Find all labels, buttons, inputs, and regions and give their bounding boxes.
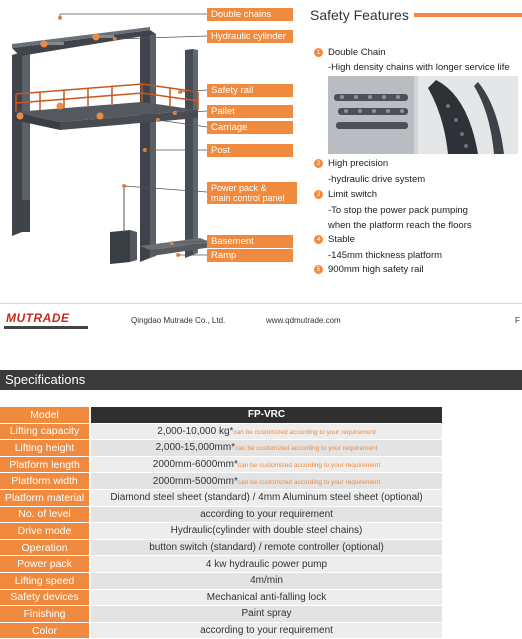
callout-ramp: Ramp — [207, 249, 293, 262]
spec-note: can be customized according to your requirement — [235, 445, 378, 453]
page-marker: F — [515, 316, 520, 325]
spec-label: Power pack — [0, 556, 90, 573]
table-row — [0, 440, 442, 457]
table-row — [0, 489, 442, 506]
rear-post-side — [193, 49, 198, 255]
callout-power-pack-line2: main control panel — [211, 193, 285, 203]
spec-label: Finishing — [0, 606, 90, 623]
double-chain-photo — [328, 76, 518, 154]
spec-value — [90, 423, 442, 440]
callout-basement: Basement — [207, 235, 293, 248]
leader-lines — [60, 14, 207, 255]
spec-label: Platform length — [0, 456, 90, 473]
spec-value: Mechanical anti-falling lock — [90, 589, 442, 606]
table-row — [0, 589, 442, 606]
spec-value: button switch (standard) / remote controller (optional) — [90, 539, 442, 556]
specifications-table — [0, 407, 442, 639]
spec-value: according to your requirement — [90, 622, 442, 639]
marker-4 — [97, 113, 104, 120]
right-front-post — [140, 33, 150, 262]
lower-left-post — [22, 200, 30, 232]
company-website[interactable]: www.qdmutrade.com — [266, 316, 341, 325]
spec-header-row — [0, 407, 442, 423]
table-row — [0, 523, 442, 540]
feature-5 — [314, 263, 424, 277]
marker-1 — [41, 41, 48, 48]
mutrade-logo: MUTRADE — [6, 311, 70, 325]
table-row — [0, 456, 442, 473]
power-pack-box — [110, 230, 130, 264]
feature-5-title: 900mm high safety rail — [328, 264, 424, 275]
feature-2-detail: -hydraulic drive system — [328, 174, 426, 185]
features-title: Safety Features — [310, 7, 409, 23]
marker-2 — [93, 34, 100, 41]
feature-3 — [314, 188, 377, 202]
spec-label: Lifting capacity — [0, 423, 90, 440]
table-row — [0, 572, 442, 589]
feature-3-number: 3 — [314, 190, 323, 199]
spec-value: according to your requirement — [90, 506, 442, 523]
callout-hydraulic-cylinder: Hydraulic cylinder — [207, 30, 293, 43]
leader-dots — [58, 16, 182, 257]
feature-1-detail: -High density chains with longer service life — [328, 62, 510, 73]
spec-label: Lifting speed — [0, 572, 90, 589]
feature-4-number: 4 — [314, 235, 323, 244]
feature-2 — [314, 157, 388, 171]
spec-value-text: 2000mm-6000mm* — [152, 459, 238, 471]
footer-divider — [0, 303, 522, 304]
feature-4 — [314, 233, 355, 247]
spec-note: can be customized according to your requirement — [237, 462, 381, 470]
callout-power-pack — [207, 182, 297, 204]
spec-value — [90, 473, 442, 490]
feature-1-title: Double Chain — [328, 47, 386, 58]
left-front-post — [12, 52, 22, 236]
callout-double-chains: Double chains — [207, 8, 293, 21]
spec-label: Color — [0, 622, 90, 639]
spec-value: Hydraulic(cylinder with double steel chains) — [90, 523, 442, 540]
feature-3-detail-1: -To stop the power pack pumping — [328, 205, 468, 216]
table-row — [0, 473, 442, 490]
spec-value — [90, 440, 442, 457]
feature-4-detail: -145mm thickness platform — [328, 250, 443, 261]
callout-power-pack-line1: Power pack & — [211, 183, 267, 193]
right-front-post-side — [150, 33, 156, 258]
callout-pallet: Pallet — [207, 105, 293, 118]
power-pack-side — [130, 230, 137, 262]
callout-post: Post — [207, 144, 293, 157]
spec-label: Operation — [0, 539, 90, 556]
table-row — [0, 606, 442, 623]
spec-label: Platform material — [0, 489, 90, 506]
logo-underline — [4, 326, 88, 329]
marker-5 — [57, 103, 64, 110]
feature-3-detail-2: when the platform reach the floors — [328, 220, 472, 231]
spec-value: Diamond steel sheet (standard) / 4mm Aluminum steel sheet (optional) — [90, 489, 442, 506]
spec-header-value: FP-VRC — [90, 407, 442, 423]
table-row — [0, 506, 442, 523]
feature-2-number: 2 — [314, 159, 323, 168]
table-row — [0, 423, 442, 440]
spec-value-text: 2,000-10,000 kg* — [157, 425, 234, 437]
spec-value: 4 kw hydraulic power pump — [90, 556, 442, 573]
spec-label: No. of level — [0, 506, 90, 523]
callout-carriage: Carriage — [207, 121, 293, 134]
spec-label: Drive mode — [0, 523, 90, 540]
table-row — [0, 539, 442, 556]
marker-3 — [17, 113, 24, 120]
spec-value: 4m/min — [90, 572, 442, 589]
spec-value-text: 2,000-15,000mm* — [155, 442, 236, 454]
features-title-bar — [414, 13, 522, 17]
lift-diagram — [0, 0, 305, 272]
spec-value — [90, 456, 442, 473]
table-row — [0, 556, 442, 573]
feature-4-title: Stable — [328, 234, 355, 245]
spec-note: can be customized according to your requirement — [237, 478, 381, 486]
feature-5-number: 5 — [314, 265, 323, 274]
feature-2-title: High precision — [328, 158, 389, 169]
specifications-title: Specifications — [5, 372, 86, 387]
spec-label: Lifting height — [0, 440, 90, 457]
spec-header-label: Model — [0, 407, 90, 423]
spec-value: Paint spray — [90, 606, 442, 623]
callout-safety-rail: Safety rail — [207, 84, 293, 97]
spec-note: can be customized according to your requirement — [233, 428, 376, 436]
spec-label: Platform width — [0, 473, 90, 490]
feature-1 — [314, 46, 386, 60]
spec-label: Safety devices — [0, 589, 90, 606]
feature-1-number: 1 — [314, 48, 323, 57]
rear-post-left — [185, 49, 193, 258]
spec-value-text: 2000mm-5000mm* — [152, 475, 238, 487]
feature-3-title: Limit switch — [328, 189, 378, 200]
company-name: Qingdao Mutrade Co., Ltd. — [131, 316, 226, 325]
